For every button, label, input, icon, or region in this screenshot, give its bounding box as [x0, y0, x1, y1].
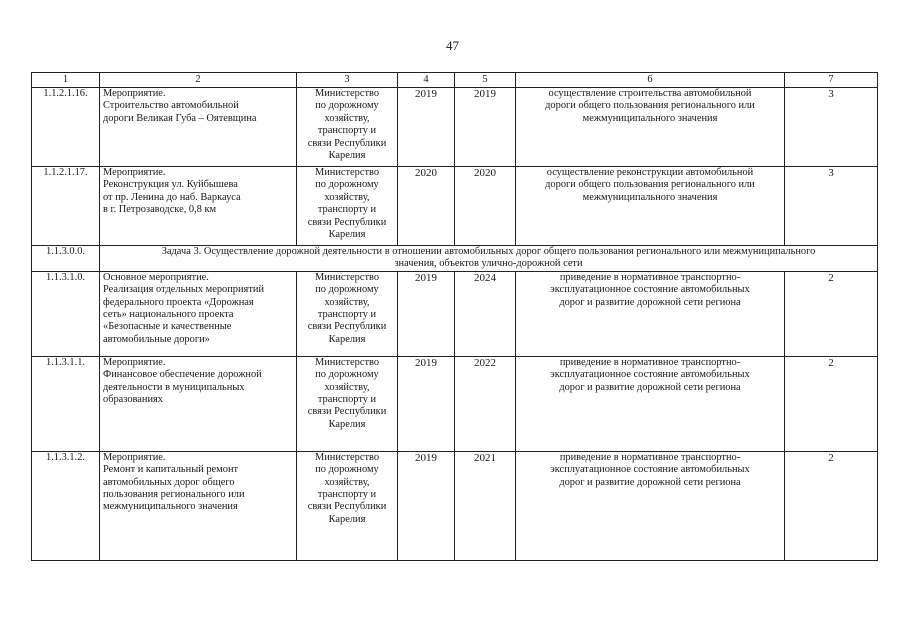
row-end-year: 2020 [455, 167, 516, 246]
table-row [32, 271, 878, 356]
row-result-text: приведение в нормативное транспортно- эксплуатационное состояние автомобильных дорог и развитие дорожной сети региона [550, 356, 750, 393]
row-name-text: Мероприятие. Реконструкция ул. Куйбышева от пр. Ленина до наб. Варкауса в г. Петрозаводске, 0,8 км [103, 167, 241, 216]
row-executor-text: Министерство по дорожному хозяйству, транспорту и связи Республики Карелия [307, 167, 387, 241]
row-indicator: 3 [785, 167, 878, 246]
header-cell: 1 [32, 73, 100, 88]
row-indicator: 2 [785, 451, 878, 560]
row-result-text: приведение в нормативное транспортно- эксплуатационное состояние автомобильных дорог и развитие дорожной сети региона [550, 451, 750, 488]
header-cell: 4 [398, 73, 455, 88]
task-title-text: Задача 3. Осуществление дорожной деятельности в отношении автомобильных дорог общего пользования регионального или межмуниципального значения, объектов улично-дорожной сети [161, 246, 816, 270]
header-cell: 2 [100, 73, 297, 88]
row-name [100, 356, 297, 451]
row-end-year: 2019 [455, 88, 516, 167]
task-row [32, 246, 878, 272]
program-table [31, 72, 878, 561]
row-name-text: Мероприятие. Финансовое обеспечение дорожной деятельности в муниципальных образованиях [103, 356, 262, 406]
page-number: 47 [446, 38, 459, 53]
row-start-year: 2020 [398, 167, 455, 246]
row-name [100, 271, 297, 356]
table-row [32, 451, 878, 560]
row-executor-text: Министерство по дорожному хозяйству, транспорту и связи Республики Карелия [307, 88, 387, 162]
row-name-text: Мероприятие. Ремонт и капитальный ремонт автомобильных дорог общего пользования регионального или межмуниципального значения [103, 451, 245, 513]
row-code: 1.1.3.1.1. [32, 356, 100, 451]
task-code: 1.1.3.0.0. [32, 246, 100, 272]
row-executor [297, 167, 398, 246]
table-row [32, 356, 878, 451]
row-start-year: 2019 [398, 88, 455, 167]
row-result-text: осуществление реконструкции автомобильной дороги общего пользования регионального или межмуниципального значения [545, 167, 755, 203]
row-end-year: 2021 [455, 451, 516, 560]
row-name-text: Основное мероприятие. Реализация отдельных мероприятий федерального проекта «Дорожная сеть» национального проекта «Безопасные и качественные автомобильные дороги» [103, 271, 264, 345]
row-code: 1.1.3.1.2. [32, 451, 100, 560]
row-start-year: 2019 [398, 271, 455, 356]
row-executor [297, 451, 398, 560]
row-result [516, 451, 785, 560]
row-name-text: Мероприятие. Строительство автомобильной дороги Великая Губа – Оятевщина [103, 88, 257, 124]
row-result-text: приведение в нормативное транспортно- эксплуатационное состояние автомобильных дорог и развитие дорожной сети региона [550, 271, 750, 308]
row-name [100, 167, 297, 246]
row-result [516, 167, 785, 246]
row-code: 1.1.3.1.0. [32, 271, 100, 356]
row-indicator: 2 [785, 356, 878, 451]
row-start-year: 2019 [398, 356, 455, 451]
row-executor-text: Министерство по дорожному хозяйству, транспорту и связи Республики Карелия [307, 356, 387, 430]
row-end-year: 2022 [455, 356, 516, 451]
row-result [516, 88, 785, 167]
row-executor [297, 356, 398, 451]
row-executor-text: Министерство по дорожному хозяйству, транспорту и связи Республики Карелия [307, 451, 387, 525]
row-name [100, 88, 297, 167]
row-executor [297, 271, 398, 356]
row-end-year: 2024 [455, 271, 516, 356]
row-result [516, 356, 785, 451]
row-code: 1.1.2.1.17. [32, 167, 100, 246]
header-cell: 7 [785, 73, 878, 88]
header-cell: 6 [516, 73, 785, 88]
table-header-row [32, 73, 878, 88]
header-cell: 5 [455, 73, 516, 88]
table-row [32, 167, 878, 246]
task-title [100, 246, 878, 272]
row-indicator: 3 [785, 88, 878, 167]
row-result [516, 271, 785, 356]
row-executor [297, 88, 398, 167]
row-result-text: осуществление строительства автомобильной дороги общего пользования регионального или межмуниципального значения [545, 88, 755, 124]
header-cell: 3 [297, 73, 398, 88]
row-name [100, 451, 297, 560]
row-code: 1.1.2.1.16. [32, 88, 100, 167]
row-start-year: 2019 [398, 451, 455, 560]
table-row [32, 88, 878, 167]
row-indicator: 2 [785, 271, 878, 356]
row-executor-text: Министерство по дорожному хозяйству, транспорту и связи Республики Карелия [307, 271, 387, 345]
